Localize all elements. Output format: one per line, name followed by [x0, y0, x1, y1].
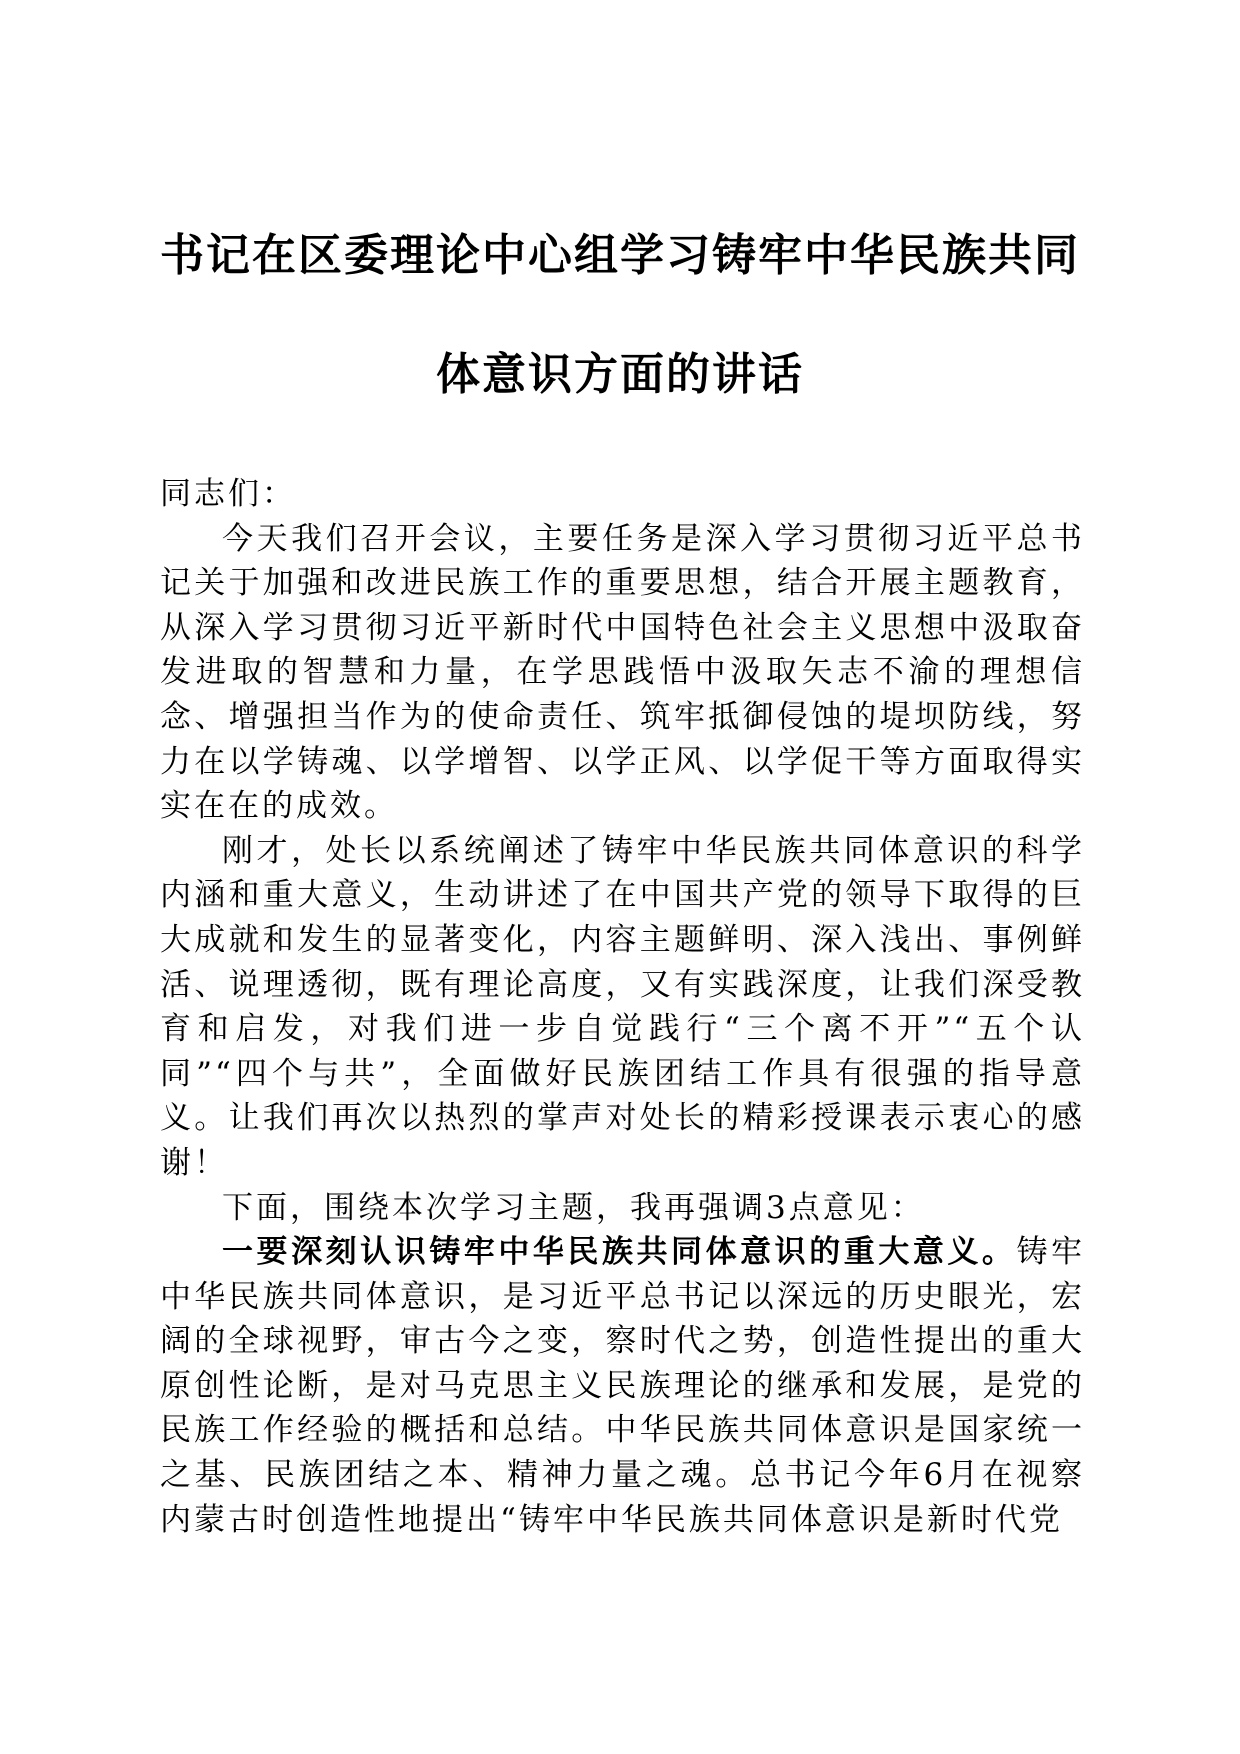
salutation: 同志们：	[160, 476, 296, 512]
document-body	[160, 472, 1085, 1542]
paragraph-opening: 今天我们召开会议，主要任务是深入学习贯彻习近平总书记关于加强和改进民族工作的重要思想，结合开展主题教育，从深入学习贯彻习近平新时代中国特色社会主义思想中汲取奋发进取的智慧和力量，在学思践悟中汲取矢志不渝的理想信念、增强担当作为的使命责任、筑牢抵御侵蚀的堤坝防线，努力在以学铸魂、以学增智、以学正风、以学促干等方面取得实实在在的成效。	[160, 520, 1085, 825]
point-1-text: 铸牢中华民族共同体意识，是习近平总书记以深远的历史眼光，宏阔的全球视野，审古今之变，察时代之势，创造性提出的重大原创性论断，是对马克思主义民族理论的继承和发展，是党的民族工作经验的概括和总结。中华民族共同体意识是国家统一之基、民族团结之本、精神力量之魂。总书记今年6月在视察内蒙古时创造性地提出“铸牢中华民族共同体意识是新时代党	[160, 1234, 1086, 1538]
document-title-line-2: 体意识方面的讲话	[436, 349, 804, 400]
point-1-heading: 一要深刻认识铸牢中华民族共同体意识的重大意义。	[222, 1234, 1017, 1271]
document-title-line-1: 书记在区委理论中心组学习铸牢中华民族共同	[160, 230, 1080, 281]
paragraph-lecture-review: 刚才，处长以系统阐述了铸牢中华民族共同体意识的科学内涵和重大意义，生动讲述了在中国共产党的领导下取得的巨大成就和发生的显著变化，内容主题鲜明、深入浅出、事例鲜活、说理透彻，既有理论高度，又有实践深度，让我们深受教育和启发，对我们进一步自觉践行“三个离不开”“五个认同”“四个与共”，全面做好民族团结工作具有很强的指导意义。让我们再次以热烈的掌声对处长的精彩授课表示衷心的感谢！	[160, 832, 1085, 1181]
paragraph-point-1	[160, 1230, 1085, 1542]
paragraph-transition: 下面，围绕本次学习主题，我再强调3点意见：	[222, 1189, 925, 1226]
